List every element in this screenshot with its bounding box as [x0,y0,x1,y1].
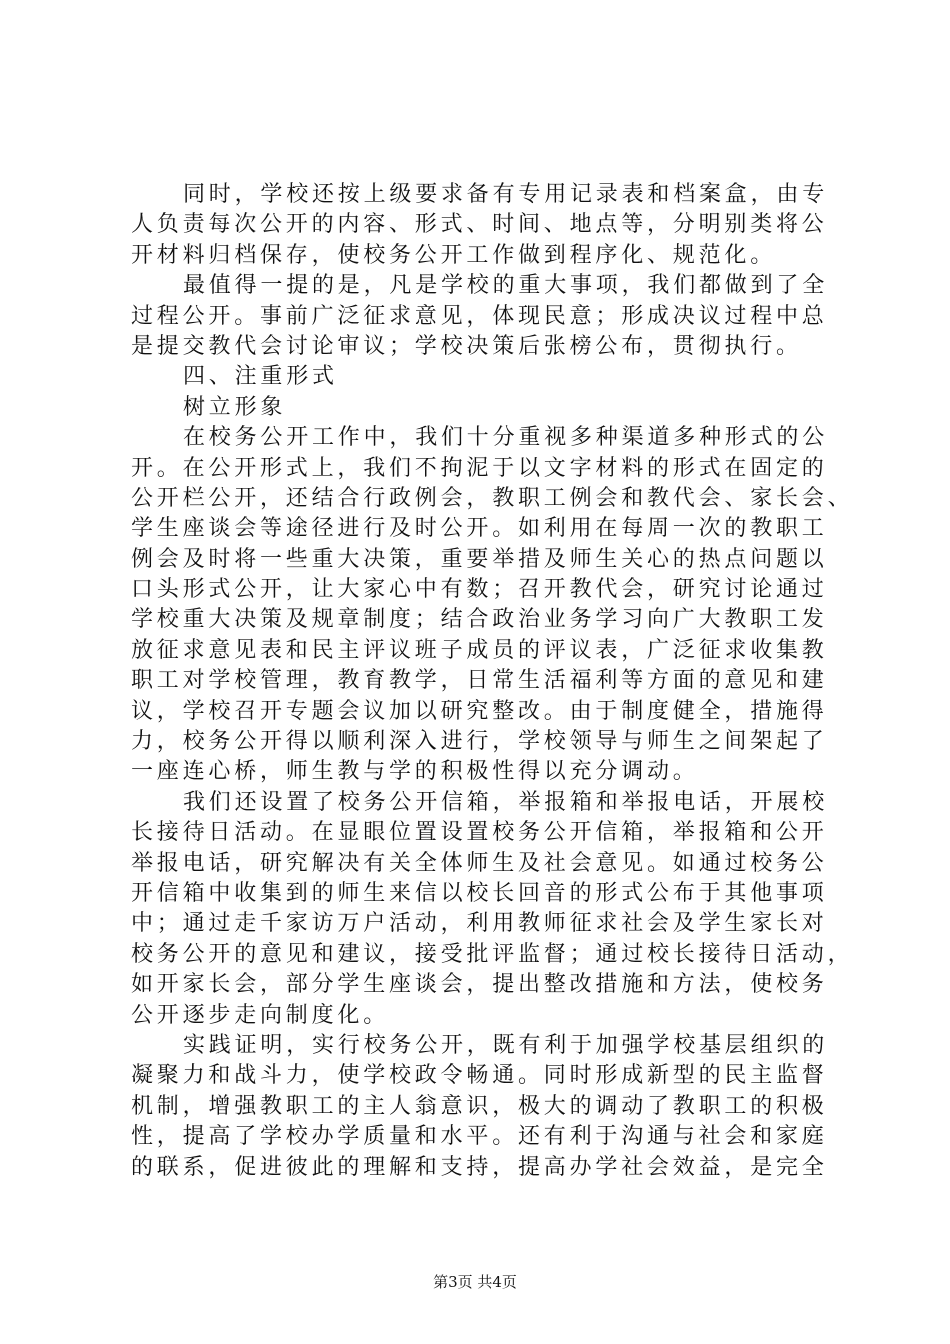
text-line: 我们还设置了校务公开信箱，举报箱和举报电话，开展校 [183,789,829,815]
text-line: 同时，学校还按上级要求备有专用记录表和档案盒，由专 [183,182,829,207]
text-line: 开。在公开形式上，我们不拘泥于以文字材料的形式在固定的 [131,455,828,481]
text-line: 一座连心桥，师生教与学的积极性得以充分调动。 [131,759,699,785]
page-footer: 第3页 共4页 [433,1273,517,1291]
text-line: 职工对学校管理，教育教学，日常生活福利等方面的意见和建 [131,668,828,694]
paragraph-disclosure-forms [131,423,871,788]
text-line: 开材料归档保存，使校务公开工作做到程序化、规范化。 [131,242,777,268]
paragraph-major-matters [131,271,871,362]
text-line: 例会及时将一些重大决策，重要举措及师生关心的热点问题以 [131,546,828,572]
text-line: 学校重大决策及规章制度；结合政治业务学习向广大教职工发 [131,607,828,633]
text-line: 开信箱中收集到的师生来信以校长回音的形式公布于其他事项 [131,880,828,906]
text-line: 如开家长会，部分学生座谈会，提出整改措施和方法，使校务 [131,972,828,998]
text-line: 是提交教代会讨论审议；学校决策后张榜公布，贯彻执行。 [131,333,802,359]
paragraph-mailbox [131,788,871,1031]
text-line: 口头形式公开，让大家心中有数；召开教代会，研究讨论通过 [131,577,828,603]
text-line: 公开栏公开，还结合行政例会，教职工例会和教代会、家长会、 [131,485,854,511]
text-line: 性，提高了学校办学质量和水平。还有利于沟通与社会和家庭 [131,1124,828,1150]
text-line: 长接待日活动。在显眼位置设置校务公开信箱，举报箱和公开 [131,820,828,846]
section-heading [131,362,871,423]
text-line: 人负责每次公开的内容、形式、时间、地点等，分明别类将公 [131,212,828,238]
text-line: 力，校务公开得以顺利深入进行，学校领导与师生之间架起了 [131,729,828,755]
text-line: 的联系，促进彼此的理解和支持，提高办学社会效益，是完全 [131,1154,828,1180]
section-heading-line: 树立形象 [183,394,287,420]
text-line: 最值得一提的是，凡是学校的重大事项，我们都做到了全 [183,273,829,299]
text-line: 议，学校召开专题会议加以研究整改。由于制度健全，措施得 [131,698,828,724]
text-line: 实践证明，实行校务公开，既有利于加强学校基层组织的 [183,1032,829,1058]
text-line: 校务公开的意见和建议，接受批评监督；通过校长接待日活动， [131,941,854,967]
text-line: 过程公开。事前广泛征求意见，体现民意；形成决议过程中总 [131,303,828,329]
document-body [131,180,871,1183]
text-line: 机制，增强教职工的主人翁意识，极大的调动了教职工的积极 [131,1093,828,1119]
paragraph-conclusion [131,1031,871,1183]
text-line: 凝聚力和战斗力，使学校政令畅通。同时形成新型的民主监督 [131,1063,828,1089]
text-line: 举报电话，研究解决有关全体师生及社会意见。如通过校务公 [131,850,828,876]
section-heading-line: 四、注重形式 [183,364,338,390]
text-line: 中；通过走千家访万户活动，利用教师征求社会及学生家长对 [131,911,828,937]
text-line: 学生座谈会等途径进行及时公开。如利用在每周一次的教职工 [131,516,828,542]
paragraph-archiving [131,180,871,271]
text-line: 公开逐步走向制度化。 [131,1002,390,1028]
text-line: 放征求意见表和民主评议班子成员的评议表，广泛征求收集教 [131,637,828,663]
text-line: 在校务公开工作中，我们十分重视多种渠道多种形式的公 [183,425,829,451]
